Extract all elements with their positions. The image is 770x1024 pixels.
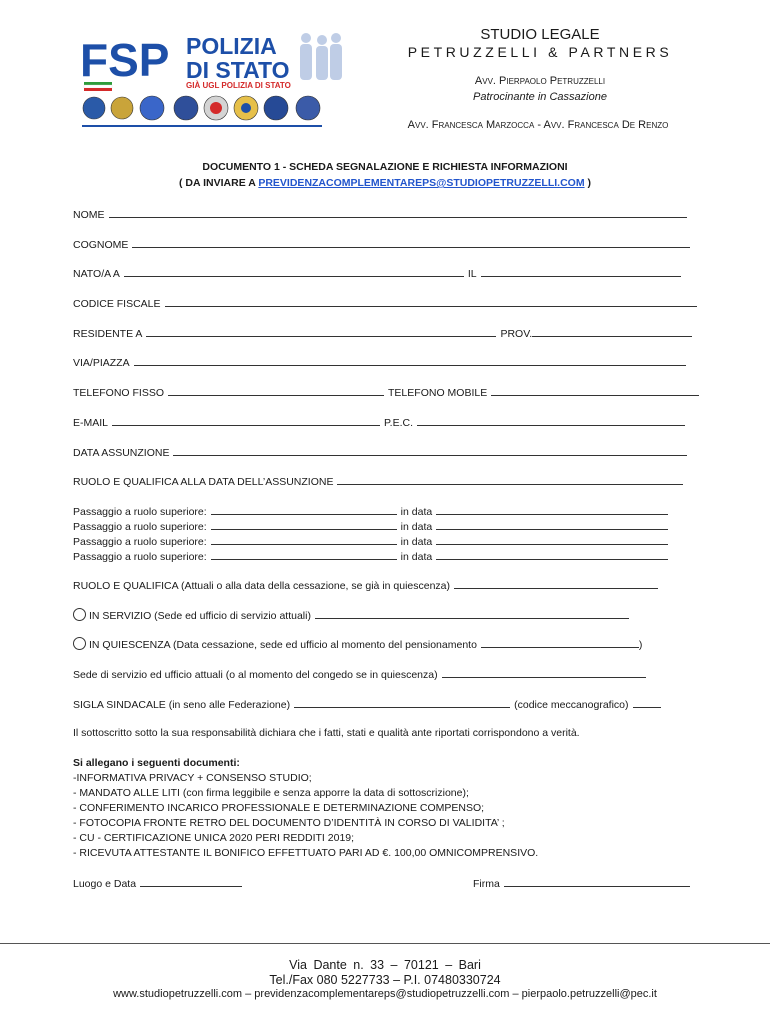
blank-residente[interactable] [146, 325, 496, 337]
blank-passaggio-data[interactable] [436, 503, 668, 515]
blank-codice-mecc[interactable] [633, 696, 661, 708]
label-passaggio: Passaggio a ruolo superiore: [73, 551, 207, 563]
lawyer-separator: - [537, 119, 542, 131]
label-pec: P.E.C. [384, 417, 414, 429]
attachments-title: Si allegano i seguenti documenti: [73, 757, 240, 769]
label-codice-mecc: (codice meccanografico) [514, 699, 629, 711]
badge-icon-8 [296, 96, 320, 120]
field-ruolo-assunzione [73, 473, 683, 487]
blank-cognome[interactable] [132, 236, 690, 248]
field-residente [73, 325, 692, 339]
badge-icon-7 [264, 96, 288, 120]
studio-subtitle: PETRUZZELLI & PARTNERS [407, 44, 673, 60]
label-passaggio: Passaggio a ruolo superiore: [73, 506, 207, 518]
blank-passaggio-ruolo[interactable] [211, 518, 397, 530]
document-title: DOCUMENTO 1 - SCHEDA SEGNALAZIONE E RICHIESTA INFORMAZIONI [202, 161, 568, 173]
label-in-data: in data [400, 506, 433, 518]
attachment-item: -INFORMATIVA PRIVACY + CONSENSO STUDIO; [73, 772, 312, 784]
studio-title: STUDIO LEGALE [480, 26, 600, 43]
lawyer-role-1: Patrocinante in Cassazione [473, 91, 607, 103]
badge-icon-4 [174, 96, 198, 120]
label-email: E-MAIL [73, 417, 109, 429]
subtitle-prefix: ( DA INVIARE A [179, 177, 259, 189]
label-data-assunzione: DATA ASSUNZIONE [73, 447, 170, 459]
badge-icon-2 [111, 97, 133, 119]
footer-address: Via Dante n. 33 – 70121 – Bari [289, 958, 481, 972]
label-nome: NOME [73, 209, 105, 221]
blank-firma[interactable] [504, 875, 690, 887]
blank-tel-fisso[interactable] [168, 384, 384, 396]
blank-nome[interactable] [109, 206, 687, 218]
declaration-text: Il sottoscritto sotto la sua responsabilità dichiara che i fatti, stati e qualità ante riportati corrispondono a verità. [73, 727, 580, 739]
blank-tel-mobile[interactable] [491, 384, 699, 396]
field-passaggio-2 [73, 518, 668, 532]
footer-web: www.studiopetruzzelli.com – previdenzacomplementareps@studiopetruzzelli.com – pierpaolo.petruzzelli@pec.it [113, 988, 657, 1000]
blank-ruolo-assunzione[interactable] [337, 473, 683, 485]
blank-sigla[interactable] [294, 696, 510, 708]
lawyer-name-2: Avv. Francesca Marzocca [407, 119, 535, 131]
label-in-data: in data [400, 551, 433, 563]
blank-codice-fiscale[interactable] [165, 295, 697, 307]
label-sigla: SIGLA SINDACALE (in seno alle Federazione) [73, 699, 291, 711]
badge-icon-1 [83, 97, 105, 119]
field-passaggio-1 [73, 503, 668, 517]
logo-polizia-text: POLIZIA [186, 33, 277, 59]
label-quiescenza-close: ) [638, 639, 643, 651]
field-via [73, 354, 686, 368]
blank-pec[interactable] [417, 414, 685, 426]
label-cognome: COGNOME [73, 239, 129, 251]
blank-passaggio-ruolo[interactable] [211, 533, 397, 545]
blank-passaggio-data[interactable] [436, 548, 668, 560]
blank-sede[interactable] [442, 666, 646, 678]
field-data-assunzione [73, 444, 687, 458]
label-codice-fiscale: CODICE FISCALE [73, 298, 161, 310]
field-email-pec [73, 414, 685, 428]
label-prov: PROV. [500, 328, 533, 340]
attachment-item: - FOTOCOPIA FRONTE RETRO DEL DOCUMENTO D’IDENTITÀ IN CORSO DI VALIDITA’ ; [73, 817, 505, 829]
label-in-servizio: IN SERVIZIO (Sede ed ufficio di servizio attuali) [89, 610, 311, 622]
blank-via[interactable] [134, 354, 686, 366]
attachment-item: - MANDATO ALLE LITI (con firma leggibile e senza apporre la data di sottoscrizione); [73, 787, 469, 799]
label-tel-fisso: TELEFONO FISSO [73, 387, 165, 399]
field-cognome [73, 236, 690, 250]
field-nome [73, 206, 687, 220]
lawyer-name-1: Avv. Pierpaolo Petruzzelli [474, 75, 606, 87]
label-passaggio: Passaggio a ruolo superiore: [73, 521, 207, 533]
logo-tagline: GIÀ UGL POLIZIA DI STATO [186, 81, 291, 90]
footer-divider [0, 943, 770, 944]
field-codice-fiscale [73, 295, 697, 309]
subtitle-suffix: ) [584, 177, 591, 189]
field-passaggio-3 [73, 533, 668, 547]
blank-passaggio-data[interactable] [436, 533, 668, 545]
logo-di-stato-text: DI STATO [186, 57, 290, 83]
label-via: VIA/PIAZZA [73, 357, 130, 369]
field-sigla [73, 696, 661, 710]
attachment-item: - CU - CERTIFICAZIONE UNICA 2020 PERI REDDITI 2019; [73, 832, 355, 844]
label-nato: NATO/A A [73, 268, 120, 280]
label-firma: Firma [473, 878, 500, 890]
field-ruolo-attuale [73, 577, 658, 591]
fsp-polizia-logo [80, 30, 348, 130]
radio-in-servizio[interactable] [73, 608, 86, 621]
blank-il[interactable] [481, 265, 681, 277]
field-luogo-data [73, 875, 242, 889]
blank-email[interactable] [112, 414, 380, 426]
badge-icon-3 [140, 96, 164, 120]
label-in-quiescenza: IN QUIESCENZA (Data cessazione, sede ed ufficio al momento del pensionamento [89, 639, 477, 651]
field-in-quiescenza [73, 636, 642, 650]
blank-in-quiescenza[interactable] [481, 636, 639, 648]
lawyers-line [388, 119, 688, 131]
radio-in-quiescenza[interactable] [73, 637, 86, 650]
field-telefoni [73, 384, 699, 398]
logo-fsp-text: FSP [80, 34, 170, 86]
submission-email-link[interactable]: PREVIDENZACOMPLEMENTAREPS@STUDIOPETRUZZELLI.COM [258, 177, 585, 189]
label-residente: RESIDENTE A [73, 328, 143, 340]
blank-passaggio-ruolo[interactable] [211, 503, 397, 515]
field-sede [73, 666, 646, 680]
label-in-data: in data [400, 521, 433, 533]
blank-in-servizio[interactable] [315, 607, 629, 619]
field-nato [73, 265, 681, 279]
label-tel-mobile: TELEFONO MOBILE [388, 387, 488, 399]
lawyer-name-3: Avv. Francesca De Renzo [543, 119, 669, 131]
field-in-servizio [73, 607, 629, 621]
attachment-item: - RICEVUTA ATTESTANTE IL BONIFICO EFFETTUATO PARI AD €. 100,00 OMNICOMPRENSIVO. [73, 847, 539, 859]
attachment-item: - CONFERIMENTO INCARICO PROFESSIONALE E DETERMINAZIONE COMPENSO; [73, 802, 485, 814]
label-ruolo-attuale: RUOLO E QUALIFICA (Attuali o alla data della cessazione, se già in quiescenza) [73, 580, 451, 592]
blank-luogo-data[interactable] [140, 875, 242, 887]
label-in-data: in data [400, 536, 433, 548]
label-passaggio: Passaggio a ruolo superiore: [73, 536, 207, 548]
blank-nato[interactable] [124, 265, 464, 277]
label-luogo: Luogo e Data [73, 878, 137, 890]
blank-ruolo-attuale[interactable] [454, 577, 658, 589]
label-sede: Sede di servizio ed ufficio attuali (o al momento del congedo se in quiescenza) [73, 669, 438, 681]
blank-passaggio-data[interactable] [436, 518, 668, 530]
label-ruolo-assunzione: RUOLO E QUALIFICA ALLA DATA DELL’ASSUNZIONE [73, 476, 334, 488]
field-firma [473, 875, 690, 889]
document-subtitle [0, 177, 770, 189]
blank-data-assunzione[interactable] [173, 444, 687, 456]
footer-contacts: Tel./Fax 080 5227733 – P.I. 07480330724 [269, 973, 501, 987]
field-passaggio-4 [73, 548, 668, 562]
blank-passaggio-ruolo[interactable] [211, 548, 397, 560]
blank-prov[interactable] [532, 325, 692, 337]
label-il: IL [467, 268, 477, 280]
